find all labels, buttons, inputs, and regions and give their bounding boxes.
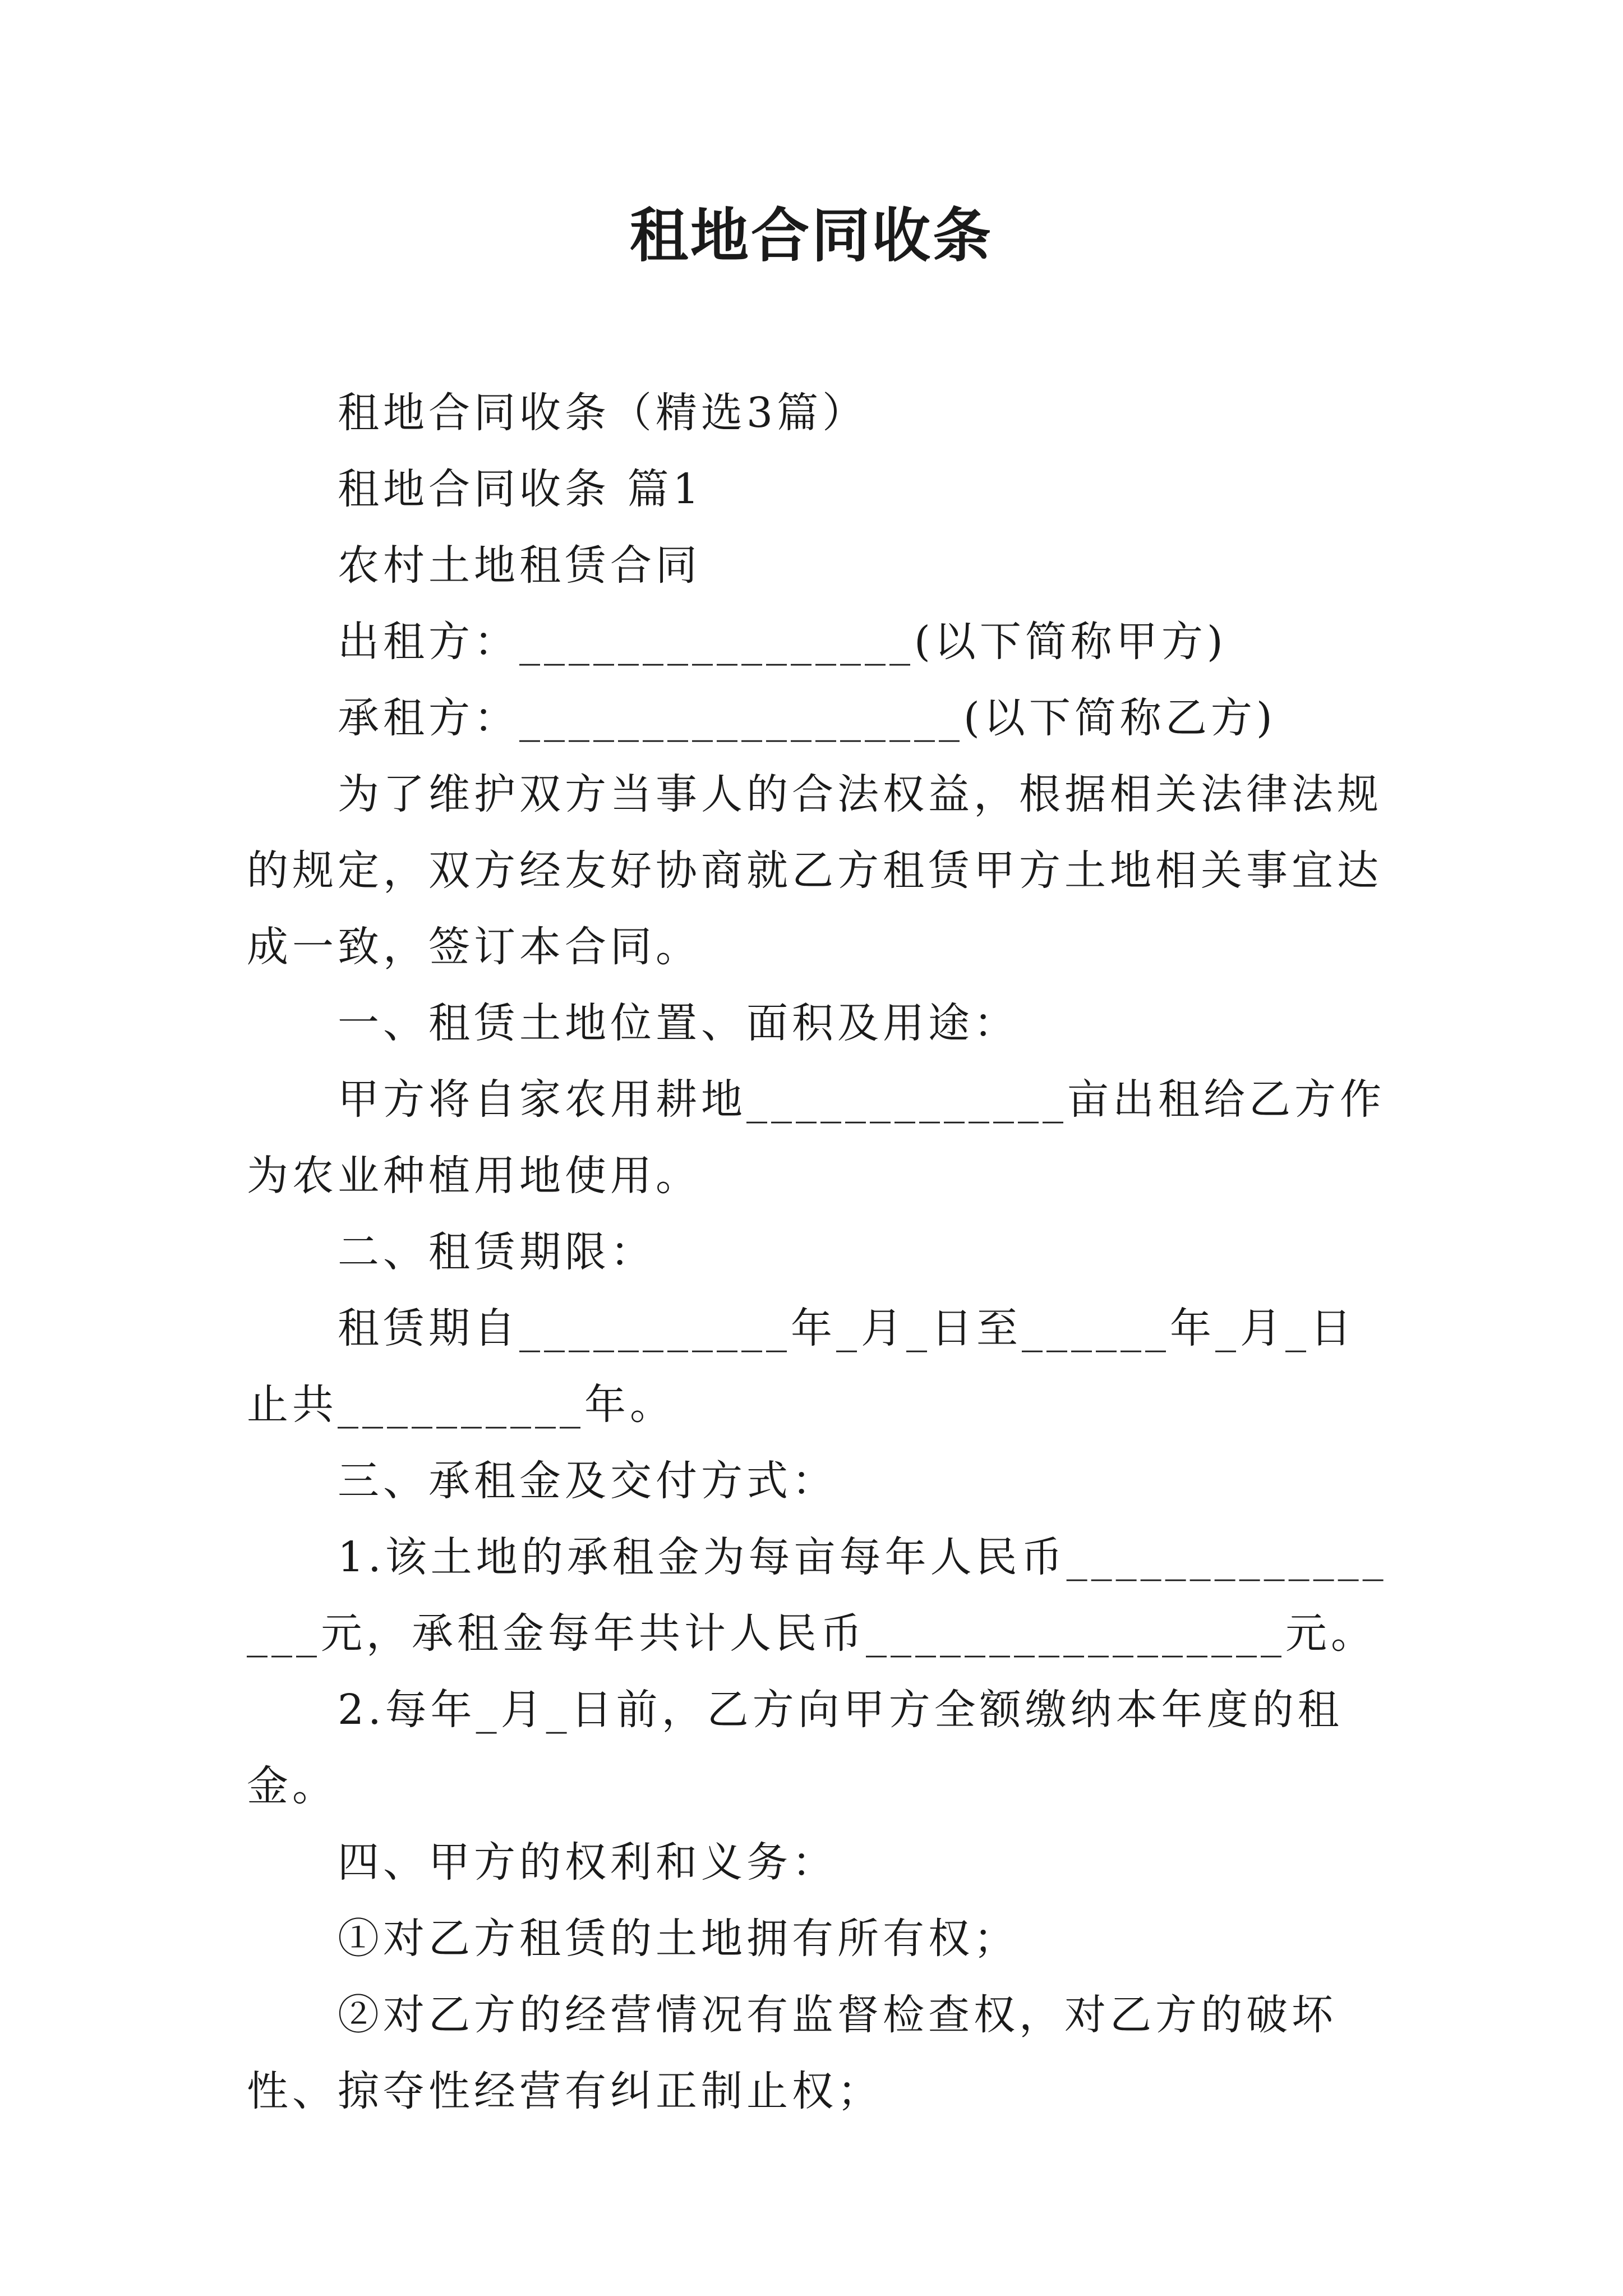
- paragraph: 三、承租金及交付方式：: [338, 1457, 837, 1505]
- paragraph: 租地合同收条（精选3篇）: [338, 389, 868, 437]
- paragraph: 租赁期自___________年_月_日至______年_月_日止共__________年。: [247, 1304, 1355, 1429]
- paragraph: 1.该土地的承租金为每亩每年人民币________________元，承租金每年共计人民币_________________元。: [247, 1533, 1387, 1658]
- paragraph: 为了维护双方当事人的合法权益，根据相关法律法规的规定，双方经友好协商就乙方租赁甲方土地相关事宜达成一致，签订本合同。: [247, 770, 1382, 971]
- document-title: 租地合同收条: [629, 201, 993, 270]
- paragraph: 农村土地租赁合同: [338, 541, 701, 590]
- paragraph: 出租方：________________(以下简称甲方): [338, 618, 1227, 666]
- paragraph: ①对乙方租赁的土地拥有所有权；: [338, 1915, 1019, 1963]
- paragraph: 四、甲方的权利和义务：: [338, 1838, 837, 1887]
- document-body: [247, 375, 1394, 2129]
- paragraph: 二、租赁期限：: [338, 1228, 656, 1276]
- paragraph: 甲方将自家农用耕地_____________亩出租给乙方作为农业种植用地使用。: [247, 1075, 1385, 1200]
- paragraph: 承租方：__________________(以下简称乙方): [338, 694, 1276, 742]
- paragraph: 一、租赁土地位置、面积及用途：: [338, 999, 1019, 1047]
- paragraph: 租地合同收条 篇1: [338, 465, 703, 513]
- paragraph: 2.每年_月_日前，乙方向甲方全额缴纳本年度的租金。: [247, 1686, 1343, 1810]
- paragraph: ②对乙方的经营情况有监督检查权，对乙方的破坏性、掠夺性经营有纠正制止权；: [247, 1991, 1337, 2115]
